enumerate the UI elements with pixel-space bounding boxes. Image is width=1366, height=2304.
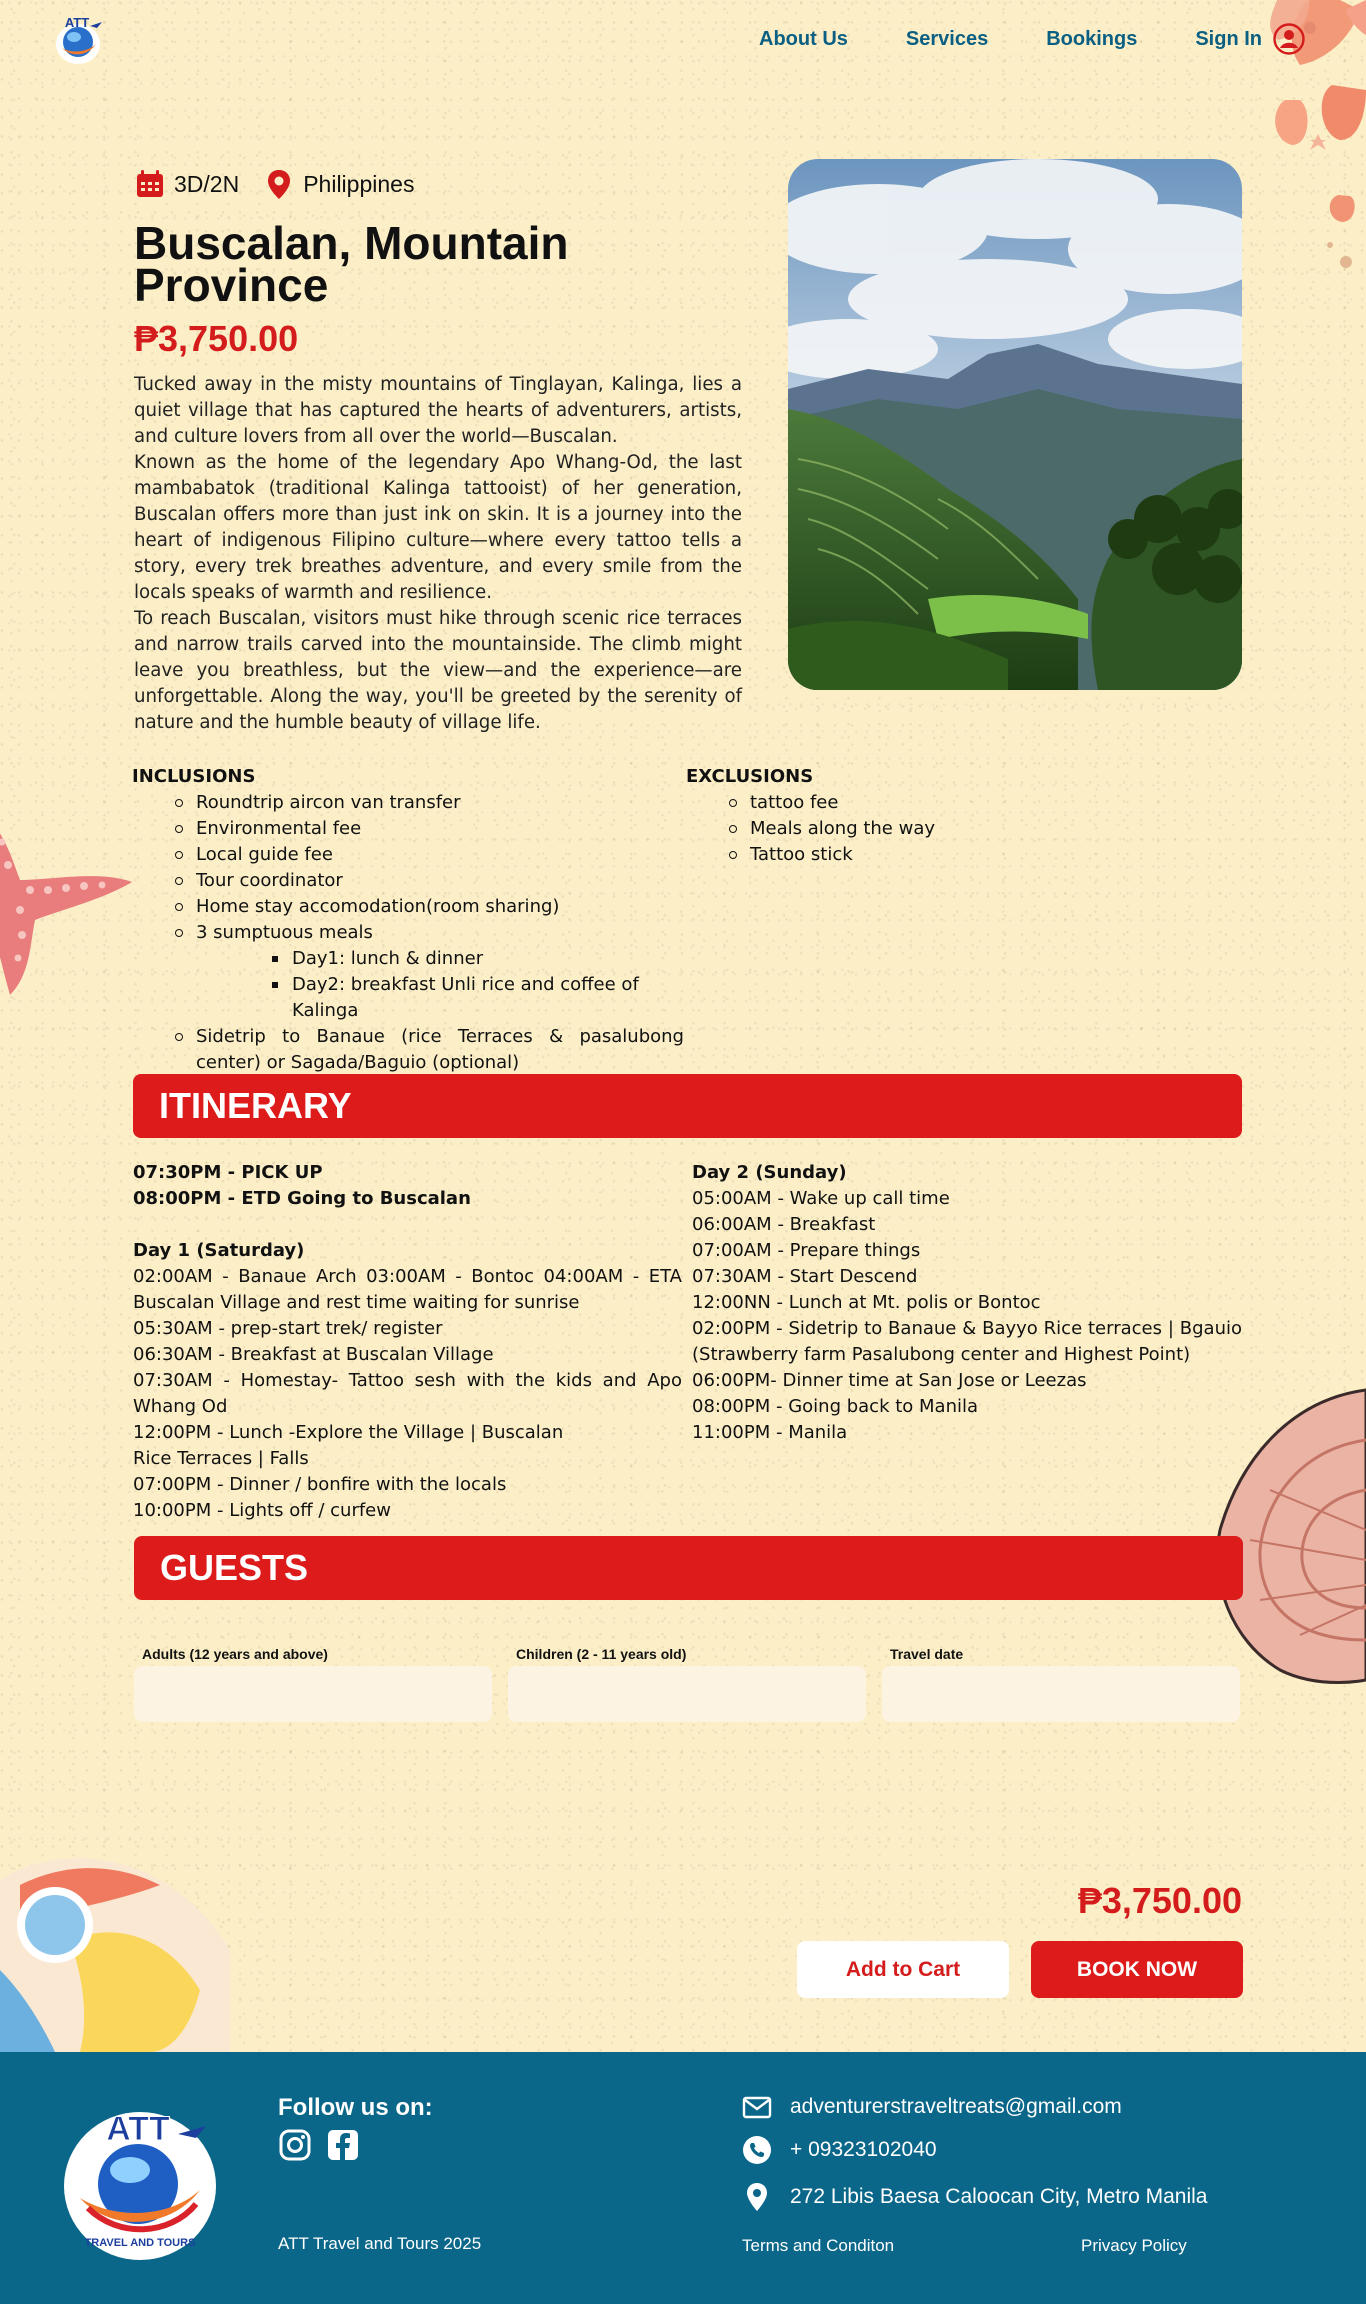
tour-duration: 3D/2N: [174, 170, 240, 197]
itinerary-day2-column: [692, 1160, 1242, 1446]
footer: [0, 2052, 1366, 2304]
travel-date-field: [882, 1646, 1240, 1722]
itinerary-entry: 08:00PM - Going back to Manila: [692, 1396, 979, 1417]
itinerary-day2-title: Day 2 (Sunday): [692, 1162, 847, 1183]
instagram-icon[interactable]: [278, 2128, 312, 2162]
itinerary-entry: 06:00AM - Breakfast: [692, 1214, 876, 1235]
inclusion-item-meals: [132, 920, 684, 1024]
itinerary-entry: 06:00PM- Dinner time at San Jose or Leezas: [692, 1370, 1087, 1391]
adults-label: Adults (12 years and above): [142, 1646, 328, 1662]
itinerary-entry: 05:30AM - prep-start trek/ register: [133, 1318, 443, 1339]
meal-item: Day2: breakfast Unli rice and coffee of Kalinga: [228, 972, 684, 1024]
children-label: Children (2 - 11 years old): [516, 1646, 687, 1662]
nav-signin-label[interactable]: Sign In: [1195, 27, 1262, 50]
total-price: ₱3,750.00: [1077, 1880, 1242, 1921]
calendar-icon: [134, 168, 166, 200]
terms-link[interactable]: Terms and Conditon: [742, 2236, 895, 2255]
address-text: 272 Libis Baesa Caloocan City, Metro Manila: [790, 2185, 1208, 2208]
itinerary-entry: 12:00NN - Lunch at Mt. polis or Bontoc: [692, 1292, 1041, 1313]
travel-date-input[interactable]: [882, 1666, 1240, 1722]
att-logo-large[interactable]: [60, 2104, 220, 2264]
inclusions-section: [132, 764, 684, 1076]
itinerary-entry: 07:30AM - Start Descend: [692, 1266, 918, 1287]
social-links: [278, 2128, 360, 2162]
itinerary-day1-column: [133, 1160, 682, 1524]
contact-address: [742, 2182, 1208, 2212]
itinerary-entry: 07:00PM - Dinner / bonfire with the locals: [133, 1474, 507, 1495]
beach-ball-decoration: [0, 1840, 260, 2052]
meal-item: Day1: lunch & dinner: [228, 946, 684, 972]
tour-price: ₱3,750.00: [134, 318, 299, 359]
inclusion-item: Home stay accomodation(room sharing): [132, 894, 684, 920]
itinerary-day1-title: Day 1 (Saturday): [133, 1240, 305, 1261]
tour-title: Buscalan, Mountain Province: [134, 217, 569, 311]
itinerary-entry: 05:00AM - Wake up call time: [692, 1188, 950, 1209]
exclusions-section: [686, 764, 1086, 868]
exclusion-item: tattoo fee: [686, 790, 1086, 816]
signin-link[interactable]: [1195, 22, 1306, 56]
tour-description: [134, 372, 742, 736]
travel-date-label: Travel date: [890, 1646, 964, 1662]
itinerary-entry: 07:00AM - Prepare things: [692, 1240, 921, 1261]
nav-services-link[interactable]: Services: [905, 27, 989, 50]
description-paragraph: Known as the home of the legendary Apo Whang-Od, the last mambabatok (traditional Kalinga tattooist) of her generation, Buscalan offers more than just ink on skin. It is a journey into the heart of indigenous Filipino culture—where every tattoo tells a story, every trek breathes adventure, and every smile from the locals speaks of warmth and resilience.: [134, 452, 742, 603]
itinerary-entry: 02:00AM - Banaue Arch 03:00AM - Bontoc 04:00AM - ETA Buscalan Village and rest time waiting for sunrise: [133, 1266, 682, 1313]
nav-bookings-link[interactable]: Bookings: [1046, 27, 1138, 50]
exclusion-item: Tattoo stick: [686, 842, 1086, 868]
svg-text:ATT: ATT: [106, 2110, 170, 2148]
description-paragraph: To reach Buscalan, visitors must hike through scenic rice terraces and narrow trails carved into the mountainside. The climb might leave you breathless, but the view—and the experience—are unforgettable. Along the way, you'll be greeted by the serenity of nature and the humble beauty of village life.: [134, 608, 742, 733]
user-icon[interactable]: [1272, 22, 1306, 56]
itinerary-entry: 06:30AM - Breakfast at Buscalan Village: [133, 1344, 494, 1365]
adults-field: [134, 1646, 492, 1722]
map-pin-icon: [742, 2182, 772, 2212]
tour-location: Philippines: [303, 170, 415, 197]
phone-icon: [742, 2135, 772, 2165]
phone-text[interactable]: + 09323102040: [790, 2138, 937, 2161]
inclusions-title: INCLUSIONS: [132, 766, 256, 787]
nav-about-link[interactable]: About Us: [759, 27, 848, 50]
privacy-link[interactable]: Privacy Policy: [1081, 2236, 1187, 2255]
itinerary-entry: 07:30AM - Homestay- Tattoo sesh with the kids and Apo Whang Od: [133, 1370, 682, 1417]
itinerary-entry: Rice Terraces | Falls: [133, 1448, 309, 1469]
email-text[interactable]: adventurerstraveltreats@gmail.com: [790, 2095, 1122, 2118]
children-input[interactable]: [508, 1666, 866, 1722]
book-now-button[interactable]: BOOK NOW: [1031, 1941, 1243, 1998]
starfish-decoration: [0, 770, 140, 1000]
tour-photo: [788, 159, 1242, 690]
children-field: [508, 1646, 866, 1722]
copyright-text: ATT Travel and Tours 2025: [278, 2234, 482, 2253]
description-paragraph: Tucked away in the misty mountains of Tinglayan, Kalinga, lies a quiet village that has captured the hearts of adventurers, artists, and culture lovers from all over the world—Buscalan.: [134, 374, 742, 447]
exclusion-item: Meals along the way: [686, 816, 1086, 842]
tour-meta: [134, 168, 414, 200]
inclusion-item: Roundtrip aircon van transfer: [132, 790, 684, 816]
inclusion-item-sidetrip: Sidetrip to Banaue (rice Terraces & pasalubong center) or Sagada/Baguio (optional): [132, 1024, 684, 1076]
exclusions-title: EXCLUSIONS: [686, 766, 814, 787]
itinerary-spacer: [133, 1212, 682, 1238]
itinerary-entry: 11:00PM - Manila: [692, 1422, 848, 1443]
itinerary-etd: 08:00PM - ETD Going to Buscalan: [133, 1188, 471, 1209]
guests-banner: GUESTS: [134, 1536, 1243, 1600]
itinerary-entry: 10:00PM - Lights off / curfew: [133, 1500, 391, 1521]
itinerary-banner: ITINERARY: [133, 1074, 1242, 1138]
svg-text:ATT: ATT: [64, 15, 90, 30]
contact-email[interactable]: [742, 2092, 1122, 2122]
inclusion-meals-label: 3 sumptuous meals: [196, 922, 373, 943]
contact-phone[interactable]: [742, 2135, 937, 2165]
svg-text:TRAVEL AND TOURS: TRAVEL AND TOURS: [84, 2237, 196, 2249]
location-pin-icon: [263, 168, 295, 200]
add-to-cart-button[interactable]: Add to Cart: [797, 1941, 1009, 1998]
mail-icon: [742, 2092, 772, 2122]
inclusion-item: Environmental fee: [132, 816, 684, 842]
inclusion-item: Local guide fee: [132, 842, 684, 868]
adults-input[interactable]: [134, 1666, 492, 1722]
inclusion-item: Tour coordinator: [132, 868, 684, 894]
facebook-icon[interactable]: [326, 2128, 360, 2162]
itinerary-entry: 12:00PM - Lunch -Explore the Village | Buscalan: [133, 1422, 564, 1443]
att-logo-small[interactable]: [46, 12, 108, 68]
itinerary-entry: 02:00PM - Sidetrip to Banaue & Bayyo Rice terraces | Bgauio (Strawberry farm Pasalubong center and Highest Point): [692, 1318, 1242, 1365]
main-nav: [759, 22, 1306, 56]
follow-us-label: Follow us on:: [278, 2094, 433, 2121]
itinerary-pickup: 07:30PM - PICK UP: [133, 1162, 323, 1183]
